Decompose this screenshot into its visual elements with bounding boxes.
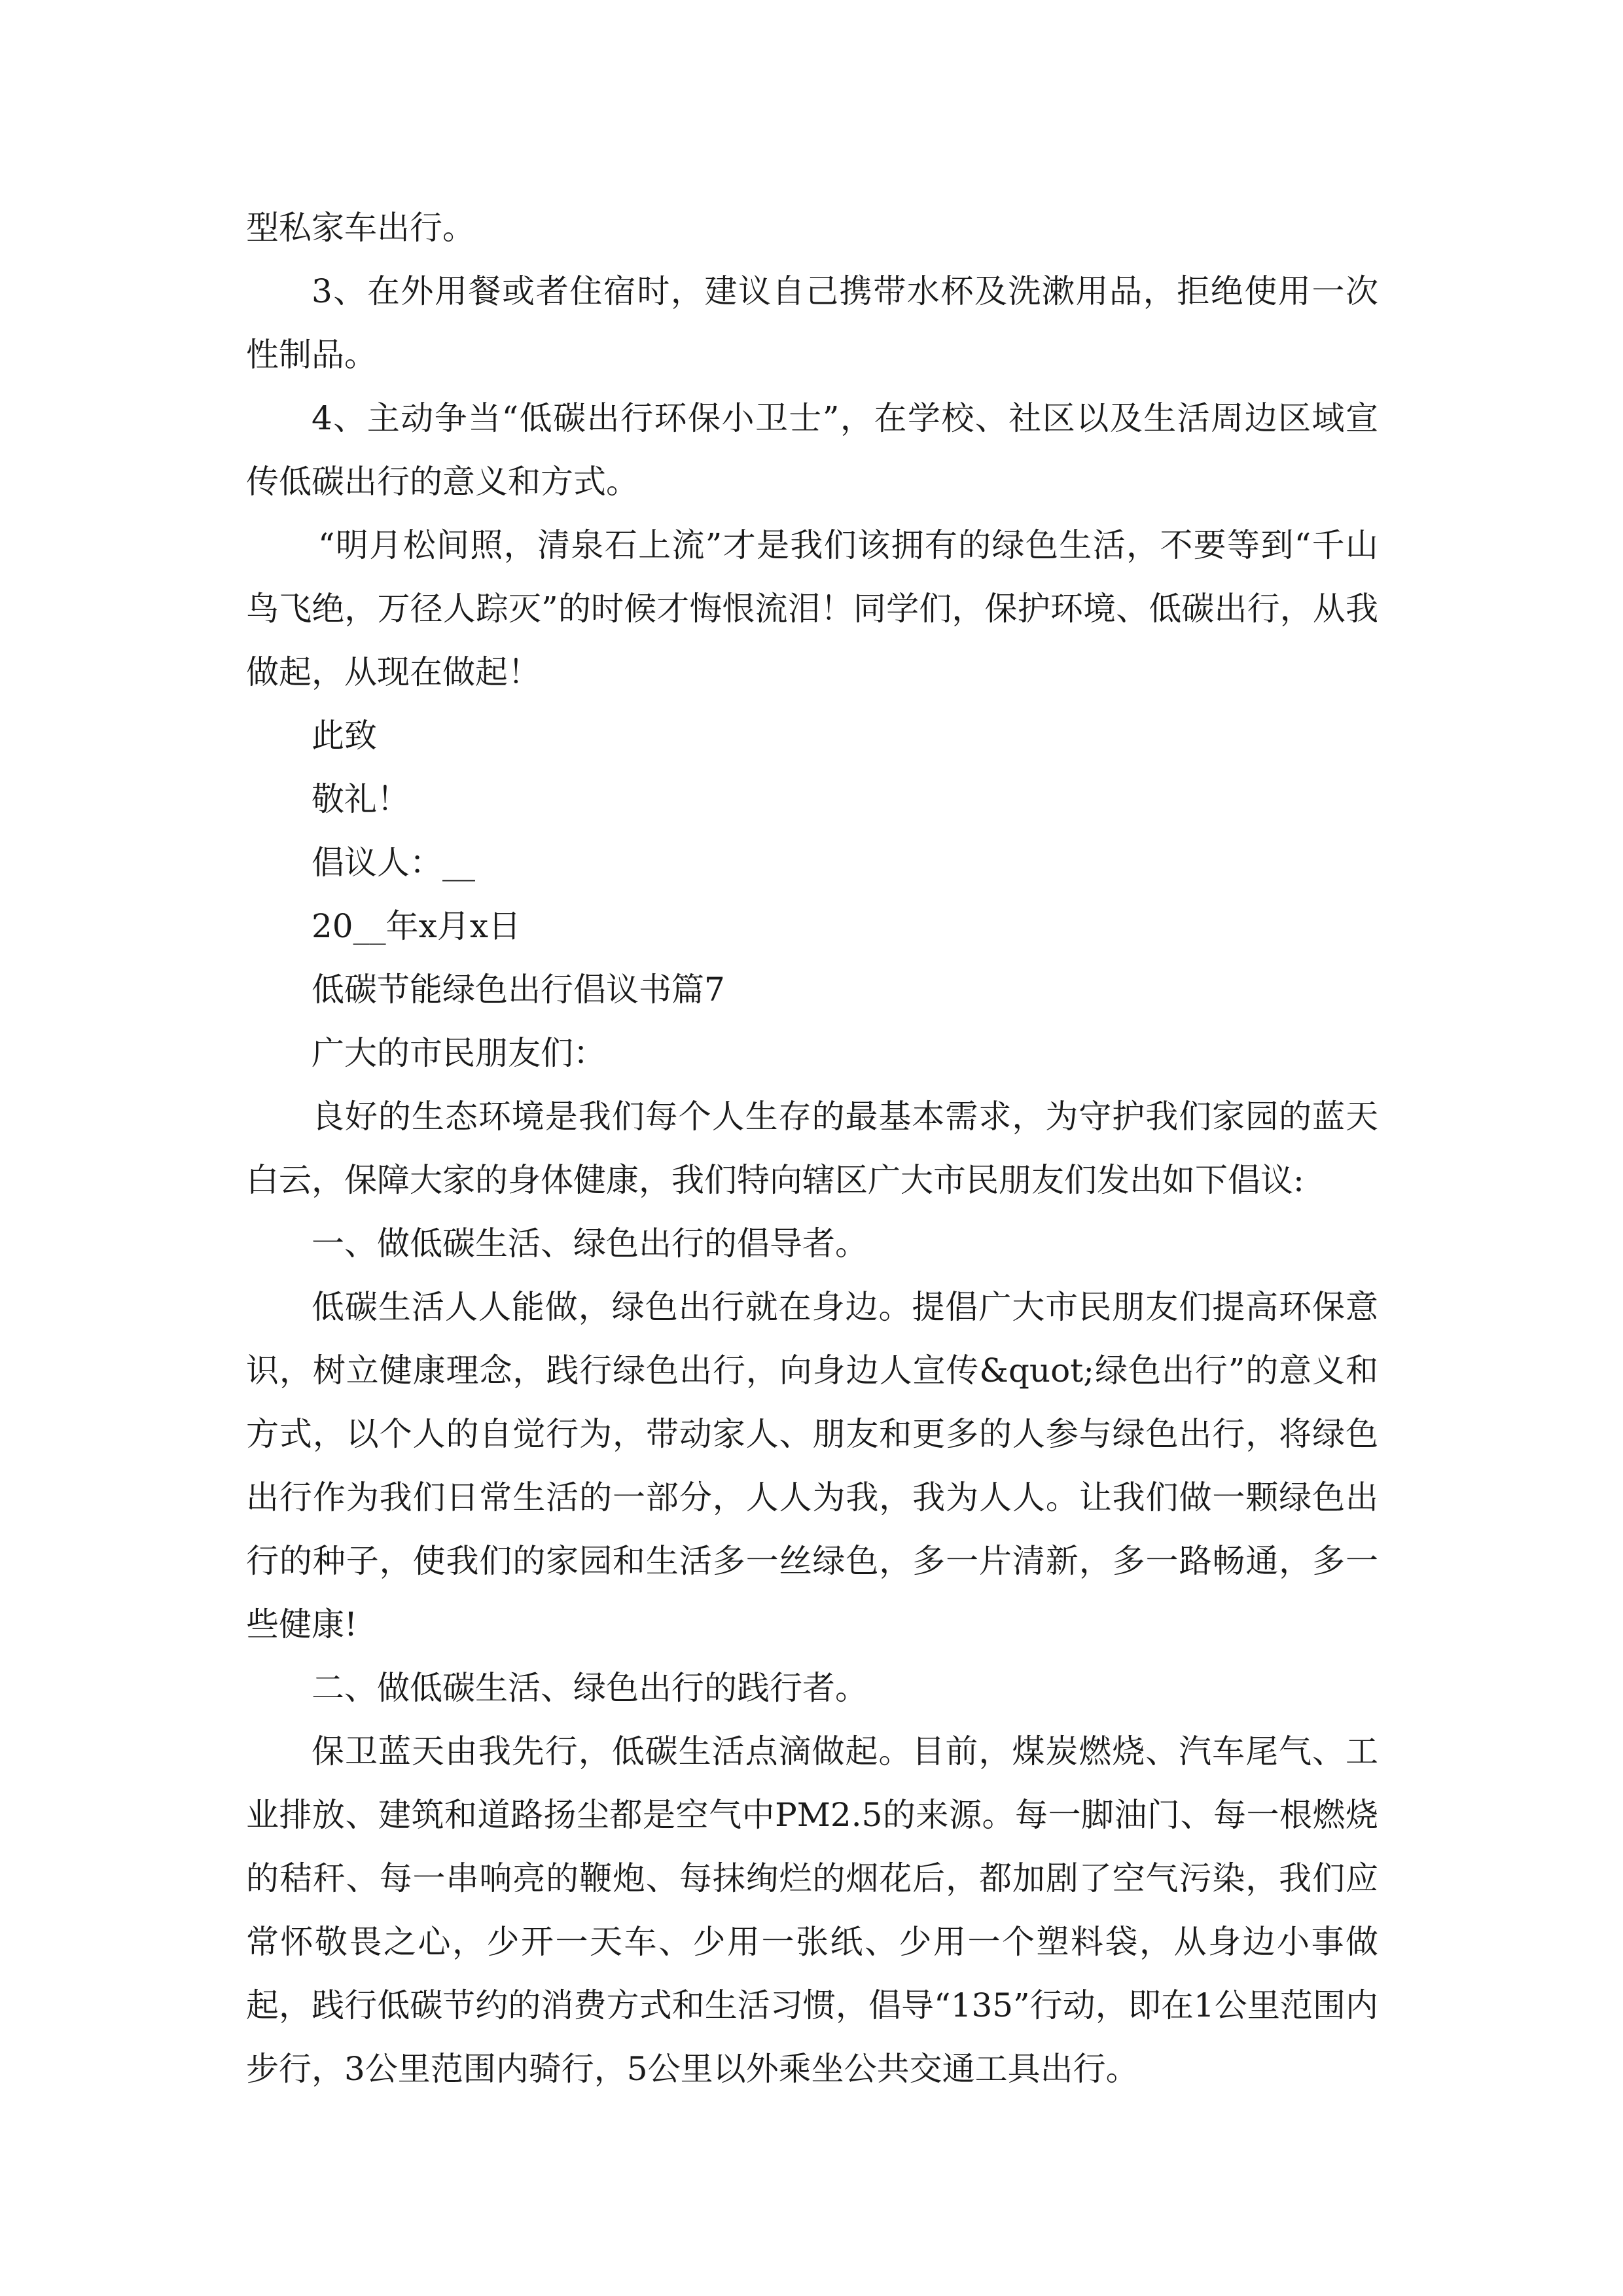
paragraph-quote: “明月松间照，清泉石上流”才是我们该拥有的绿色生活，不要等到“千山鸟飞绝，万径人踪灭”的时候才悔恨流泪！同学们，保护环境、低碳出行，从我做起，从现在做起！: [246, 526, 1378, 691]
closing-jingli: 敬礼！: [312, 780, 410, 818]
salutation: 广大的市民朋友们：: [312, 1034, 606, 1072]
document-body: [246, 196, 1378, 2101]
paragraph-section-1-body: 低碳生活人人能做，绿色出行就在身边。提倡广大市民朋友们提高环保意识，树立健康理念，践行绿色出行，向身边人宣传&quot;绿色出行”的意义和方式，以个人的自觉行为，带动家人、朋友和更多的人参与绿色出行，将绿色出行作为我们日常生活的一部分，人人为我，我为人人。让我们做一颗绿色出行的种子，使我们的家园和生活多一丝绿色，多一片清新，多一路畅通，多一些健康!: [246, 1288, 1378, 1643]
proposer-line: 倡议人：__: [312, 844, 475, 882]
paragraph-section-2-body: 保卫蓝天由我先行，低碳生活点滴做起。目前，煤炭燃烧、汽车尾气、工业排放、建筑和道路扬尘都是空气中PM2.5的来源。每一脚油门、每一根燃烧的秸秆、每一串响亮的鞭炮、每抹绚烂的烟花后，都加剧了空气污染，我们应常怀敬畏之心，少开一天车、少用一张纸、少用一个塑料袋，从身边小事做起，践行低碳节约的消费方式和生活习惯，倡导“135”行动，即在1公里范围内步行，3公里范围内骑行，5公里以外乘坐公共交通工具出行。: [246, 1732, 1378, 2088]
paragraph-item-4: 4、主动争当“低碳出行环保小卫士”，在学校、社区以及生活周边区域宣传低碳出行的意义和方式。: [246, 399, 1378, 501]
section-title-7: 低碳节能绿色出行倡议书篇7: [312, 971, 725, 1009]
heading-section-1: 一、做低碳生活、绿色出行的倡导者。: [312, 1225, 868, 1263]
heading-section-2: 二、做低碳生活、绿色出行的践行者。: [312, 1669, 868, 1707]
paragraph-item-3: 3、在外用餐或者住宿时，建议自己携带水杯及洗漱用品，拒绝使用一次性制品。: [246, 272, 1378, 374]
paragraph-continuation: 型私家车出行。: [246, 209, 475, 247]
paragraph-intro: 良好的生态环境是我们每个人生存的最基本需求，为守护我们家园的蓝天白云，保障大家的身体健康，我们特向辖区广大市民朋友们发出如下倡议:: [246, 1098, 1378, 1199]
date-line: 20__年x月x日: [312, 907, 522, 945]
closing-cizhi: 此致: [312, 717, 377, 755]
